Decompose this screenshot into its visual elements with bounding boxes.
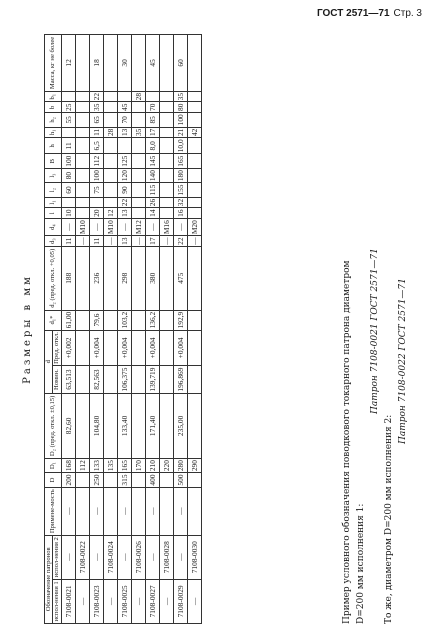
cell-d4: — — [117, 218, 131, 235]
cell-dB: 250 — [89, 473, 103, 487]
cell-dn: 106,375 — [117, 366, 131, 394]
cell-d4: M10 — [75, 218, 89, 235]
cell-l: 20 — [89, 208, 103, 219]
cell-l1 — [75, 197, 89, 208]
cell-h: 6,5 — [89, 138, 103, 154]
cell-l1 — [159, 197, 173, 208]
cell-b — [75, 102, 89, 113]
cell-m: 30 — [117, 35, 131, 92]
cell-c1: — — [187, 579, 201, 623]
cell-c2: 7108-0030 — [187, 535, 201, 579]
cell-h — [187, 138, 201, 154]
cell-dn — [159, 366, 173, 394]
cell-h1: 17 — [145, 127, 159, 138]
col-d: d — [45, 330, 53, 393]
col-h1: h₁ — [45, 127, 62, 138]
cell-h: 8,0 — [145, 138, 159, 154]
cell-d2a — [103, 246, 117, 310]
cell-l1 — [89, 197, 103, 208]
cell-B — [159, 154, 173, 168]
cell-l2 — [131, 183, 145, 197]
col-D: D — [45, 473, 62, 487]
cell-dn — [103, 366, 117, 394]
cell-d2a: 298 — [117, 246, 131, 310]
example-line-4: То же, диаметром D=200 мм исполнения 2: — [384, 414, 394, 624]
col-version-2: испол-нения 2 — [53, 535, 61, 579]
cell-d1s — [159, 310, 173, 330]
cell-l1: 32 — [173, 197, 187, 208]
cell-d1: 170 — [131, 458, 145, 472]
cell-l2: 90 — [117, 183, 131, 197]
cell-c1: — — [75, 579, 89, 623]
cell-c2: — — [61, 535, 75, 579]
cell-l: 13 — [117, 208, 131, 219]
col-l2: l₂ — [45, 183, 62, 197]
cell-h2 — [75, 113, 89, 127]
cell-l3 — [103, 168, 117, 182]
cell-dB: 315 — [117, 473, 131, 487]
example-line-2: D=200 мм исполнения 1: — [356, 503, 366, 624]
cell-b: 25 — [61, 102, 75, 113]
cell-b1 — [75, 91, 89, 102]
table-row — [159, 35, 173, 624]
cell-h2 — [131, 113, 145, 127]
cell-c2: — — [117, 535, 131, 579]
cell-d1s — [187, 310, 201, 330]
cell-l: 16 — [173, 208, 187, 219]
cell-dt — [75, 330, 89, 366]
cell-B: 100 — [61, 154, 75, 168]
col-mass: Масса, кг не более — [45, 35, 62, 92]
cell-B: 145 — [145, 154, 159, 168]
cell-dt: +0,004 — [173, 330, 187, 366]
col-l1: l₁ — [45, 197, 62, 208]
col-d2: d₂ (пред. откл. +0,05) — [45, 246, 62, 310]
cell-h1: 35 — [131, 127, 145, 138]
cell-h1 — [75, 127, 89, 138]
cell-b: 35 — [89, 102, 103, 113]
cell-l3 — [159, 168, 173, 182]
cell-m — [131, 35, 145, 92]
cell-m: 45 — [145, 35, 159, 92]
cell-dt: +0,004 — [145, 330, 159, 366]
col-d-tolerance: Пред. откл. — [53, 332, 61, 364]
table-body — [61, 35, 201, 624]
cell-l — [75, 208, 89, 219]
table-caption: Размеры в мм — [22, 274, 33, 384]
cell-B: 165 — [173, 154, 187, 168]
cell-B: 112 — [89, 154, 103, 168]
cell-l3: 120 — [117, 168, 131, 182]
cell-l3: 180 — [173, 168, 187, 182]
cell-dA — [103, 487, 117, 535]
cell-h1: 11 — [89, 127, 103, 138]
cell-l2: 60 — [61, 183, 75, 197]
dimensions-table — [44, 34, 202, 624]
cell-dn — [187, 366, 201, 394]
cell-l2 — [187, 183, 201, 197]
cell-dA: — — [89, 487, 103, 535]
col-applicability: Примене-мость — [45, 487, 62, 535]
cell-dA: — — [61, 487, 75, 535]
table-row — [131, 35, 145, 624]
cell-d3: — — [187, 236, 201, 247]
cell-m: 60 — [173, 35, 187, 92]
cell-d1s: 79,6 — [89, 310, 103, 330]
cell-b1 — [61, 91, 75, 102]
cell-dA: — — [173, 487, 187, 535]
cell-l1 — [103, 197, 117, 208]
cell-dA — [131, 487, 145, 535]
page-number: Стр. 3 — [393, 8, 422, 19]
cell-d4: M16 — [159, 218, 173, 235]
cell-c1: 7108-0027 — [145, 579, 159, 623]
cell-dA — [187, 487, 201, 535]
cell-d2: 133,40 — [117, 393, 131, 458]
cell-m: 18 — [89, 35, 103, 92]
cell-d2a — [159, 246, 173, 310]
col-version-1: испол-нения 1 — [53, 579, 61, 623]
cell-h2: 55 — [61, 113, 75, 127]
cell-h2: 65 — [89, 113, 103, 127]
cell-dB — [159, 473, 173, 487]
cell-d1: 168 — [61, 458, 75, 472]
cell-h — [159, 138, 173, 154]
cell-d2: 82,60 — [61, 393, 75, 458]
table-row — [145, 35, 159, 624]
cell-l3: 140 — [145, 168, 159, 182]
cell-d4: M10 — [103, 218, 117, 235]
col-designation: Обозначение патронов — [45, 535, 53, 623]
cell-h2: 70 — [117, 113, 131, 127]
cell-h2 — [187, 113, 201, 127]
col-b: b — [45, 102, 62, 113]
example-line-1: Пример условного обозначения поводкового токарного патрона диаметром — [342, 260, 352, 624]
table-row — [117, 35, 131, 624]
cell-c2: — — [89, 535, 103, 579]
cell-b1: 35 — [173, 91, 187, 102]
cell-dn: 196,869 — [173, 366, 187, 394]
cell-B — [187, 154, 201, 168]
cell-d3: 11 — [89, 236, 103, 247]
cell-b — [187, 102, 201, 113]
cell-b — [159, 102, 173, 113]
cell-d3: — — [103, 236, 117, 247]
cell-c2: — — [173, 535, 187, 579]
cell-d1: 165 — [117, 458, 131, 472]
cell-d4: — — [173, 218, 187, 235]
cell-m — [187, 35, 201, 92]
cell-c1: — — [131, 579, 145, 623]
cell-b1: 28 — [131, 91, 145, 102]
cell-dn: 139,719 — [145, 366, 159, 394]
col-B: B — [45, 154, 62, 168]
cell-dB — [75, 473, 89, 487]
cell-dA — [75, 487, 89, 535]
cell-d1: 220 — [159, 458, 173, 472]
cell-c1: 7108-0029 — [173, 579, 187, 623]
cell-c2: 7108-0028 — [159, 535, 173, 579]
cell-d2 — [75, 393, 89, 458]
table-row — [187, 35, 201, 624]
cell-d1: 112 — [75, 458, 89, 472]
cell-d2a: 475 — [173, 246, 187, 310]
cell-h1 — [61, 127, 75, 138]
cell-d1: 210 — [145, 458, 159, 472]
cell-d1s: 103,2 — [117, 310, 131, 330]
cell-l3 — [187, 168, 201, 182]
cell-l1 — [131, 197, 145, 208]
col-D1: D₁ — [45, 458, 62, 472]
col-h2: h₂ — [45, 113, 62, 127]
cell-dB — [187, 473, 201, 487]
table-row — [173, 35, 187, 624]
cell-b: 80 — [173, 102, 187, 113]
cell-b: 70 — [145, 102, 159, 113]
cell-l3 — [131, 168, 145, 182]
cell-h — [103, 138, 117, 154]
col-b1: b₁ — [45, 91, 62, 102]
cell-b: 45 — [117, 102, 131, 113]
cell-c1: 7108-0025 — [117, 579, 131, 623]
cell-l3 — [75, 168, 89, 182]
cell-d1: 135 — [103, 458, 117, 472]
cell-dB: 500 — [173, 473, 187, 487]
cell-h2: 100 — [173, 113, 187, 127]
page-header — [317, 8, 422, 19]
cell-d1: 290 — [187, 458, 201, 472]
cell-l3: 100 — [89, 168, 103, 182]
cell-h — [131, 138, 145, 154]
cell-dB — [103, 473, 117, 487]
cell-h1 — [159, 127, 173, 138]
cell-h1: 28 — [103, 127, 117, 138]
table-row — [103, 35, 117, 624]
cell-dn — [75, 366, 89, 394]
cell-d3: 13 — [117, 236, 131, 247]
cell-d1: 133 — [89, 458, 103, 472]
cell-dt — [187, 330, 201, 366]
table-row — [61, 35, 75, 624]
cell-dA: — — [145, 487, 159, 535]
cell-l2: 155 — [173, 183, 187, 197]
cell-d1s — [131, 310, 145, 330]
cell-d2: 235,00 — [173, 393, 187, 458]
cell-l1: 22 — [117, 197, 131, 208]
cell-dt — [131, 330, 145, 366]
cell-c2: 7108-0024 — [103, 535, 117, 579]
cell-d2: 171,40 — [145, 393, 159, 458]
example-line-3: Патрон 7108-0021 ГОСТ 2571—71 — [370, 248, 380, 414]
cell-d1s — [103, 310, 117, 330]
cell-h — [75, 138, 89, 154]
cell-h1: 21 — [173, 127, 187, 138]
cell-l2 — [159, 183, 173, 197]
cell-l3: 80 — [61, 168, 75, 182]
cell-b1 — [117, 91, 131, 102]
cell-d4: — — [61, 218, 75, 235]
cell-l: 14 — [145, 208, 159, 219]
cell-B — [75, 154, 89, 168]
rotated-content — [12, 34, 412, 624]
cell-dt: +0,004 — [117, 330, 131, 366]
cell-dt — [103, 330, 117, 366]
col-d3: d₃ — [45, 236, 62, 247]
cell-dt: +0,004 — [89, 330, 103, 366]
cell-c1: 7108-0021 — [61, 579, 75, 623]
cell-d3: 17 — [145, 236, 159, 247]
cell-h2 — [103, 113, 117, 127]
cell-B: 125 — [117, 154, 131, 168]
cell-d3: 11 — [61, 236, 75, 247]
cell-d1s: 136,2 — [145, 310, 159, 330]
cell-c1: — — [159, 579, 173, 623]
cell-l2: 115 — [145, 183, 159, 197]
cell-h1: 13 — [117, 127, 131, 138]
cell-d4: M20 — [187, 218, 201, 235]
cell-l — [159, 208, 173, 219]
cell-l1 — [187, 197, 201, 208]
col-h: h — [45, 138, 62, 154]
cell-dB — [131, 473, 145, 487]
cell-d2a: 188 — [61, 246, 75, 310]
cell-c2: — — [145, 535, 159, 579]
cell-d4: M12 — [131, 218, 145, 235]
cell-l: 12 — [103, 208, 117, 219]
cell-l — [131, 208, 145, 219]
cell-d4: — — [89, 218, 103, 235]
cell-l1 — [61, 197, 75, 208]
cell-d2a: 380 — [145, 246, 159, 310]
cell-d3: — — [131, 236, 145, 247]
cell-b1: 22 — [89, 91, 103, 102]
col-l: l — [45, 208, 62, 219]
cell-dA: — — [117, 487, 131, 535]
col-d-nominal: Номин. — [53, 366, 61, 394]
cell-d3: — — [159, 236, 173, 247]
cell-l2 — [103, 183, 117, 197]
cell-d2 — [131, 393, 145, 458]
cell-d3: — — [75, 236, 89, 247]
cell-l: 10 — [61, 208, 75, 219]
cell-b — [103, 102, 117, 113]
cell-d1s — [75, 310, 89, 330]
cell-b — [131, 102, 145, 113]
cell-m: 12 — [61, 35, 75, 92]
cell-d3: 22 — [173, 236, 187, 247]
cell-dt — [159, 330, 173, 366]
standard-number: ГОСТ 2571—71 — [316, 8, 390, 19]
col-l3: l₃ — [45, 168, 62, 182]
cell-dn: 82,563 — [89, 366, 103, 394]
cell-d2 — [187, 393, 201, 458]
cell-l1: 26 — [145, 197, 159, 208]
cell-dA — [159, 487, 173, 535]
table-row — [75, 35, 89, 624]
cell-m — [159, 35, 173, 92]
cell-m — [75, 35, 89, 92]
example-line-5: Патрон 7108-0022 ГОСТ 2571—71 — [398, 278, 408, 444]
cell-d2a — [187, 246, 201, 310]
cell-b1 — [145, 91, 159, 102]
cell-d1s: 61,00 — [61, 310, 75, 330]
cell-h2: 85 — [145, 113, 159, 127]
cell-d4: — — [145, 218, 159, 235]
cell-h2 — [159, 113, 173, 127]
cell-h: 11 — [61, 138, 75, 154]
cell-m — [103, 35, 117, 92]
cell-d2: 104,80 — [89, 393, 103, 458]
cell-B — [103, 154, 117, 168]
cell-d2 — [159, 393, 173, 458]
col-D2: D₂ (пред. откл. ±0,15) — [45, 393, 62, 458]
cell-c1: — — [103, 579, 117, 623]
cell-l2 — [75, 183, 89, 197]
cell-b1 — [187, 91, 201, 102]
cell-d1: 280 — [173, 458, 187, 472]
cell-c2: 7108-0022 — [75, 535, 89, 579]
cell-l2: 75 — [89, 183, 103, 197]
cell-dB: 200 — [61, 473, 75, 487]
cell-b1 — [103, 91, 117, 102]
cell-d1s: 192,9 — [173, 310, 187, 330]
cell-h — [117, 138, 131, 154]
table-row — [89, 35, 103, 624]
cell-b1 — [159, 91, 173, 102]
cell-c1: 7108-0023 — [89, 579, 103, 623]
cell-dn: 63,513 — [61, 366, 75, 394]
cell-dt: +0,002 — [61, 330, 75, 366]
cell-dn — [131, 366, 145, 394]
cell-h1: 42 — [187, 127, 201, 138]
cell-h: 10,0 — [173, 138, 187, 154]
col-d1: d₁* — [45, 310, 62, 330]
cell-d2a — [75, 246, 89, 310]
cell-d2a: 236 — [89, 246, 103, 310]
cell-dB: 400 — [145, 473, 159, 487]
cell-d2 — [103, 393, 117, 458]
col-d4: d₄ — [45, 218, 62, 235]
cell-d2a — [131, 246, 145, 310]
cell-c2: 7108-0026 — [131, 535, 145, 579]
cell-l — [187, 208, 201, 219]
cell-B — [131, 154, 145, 168]
